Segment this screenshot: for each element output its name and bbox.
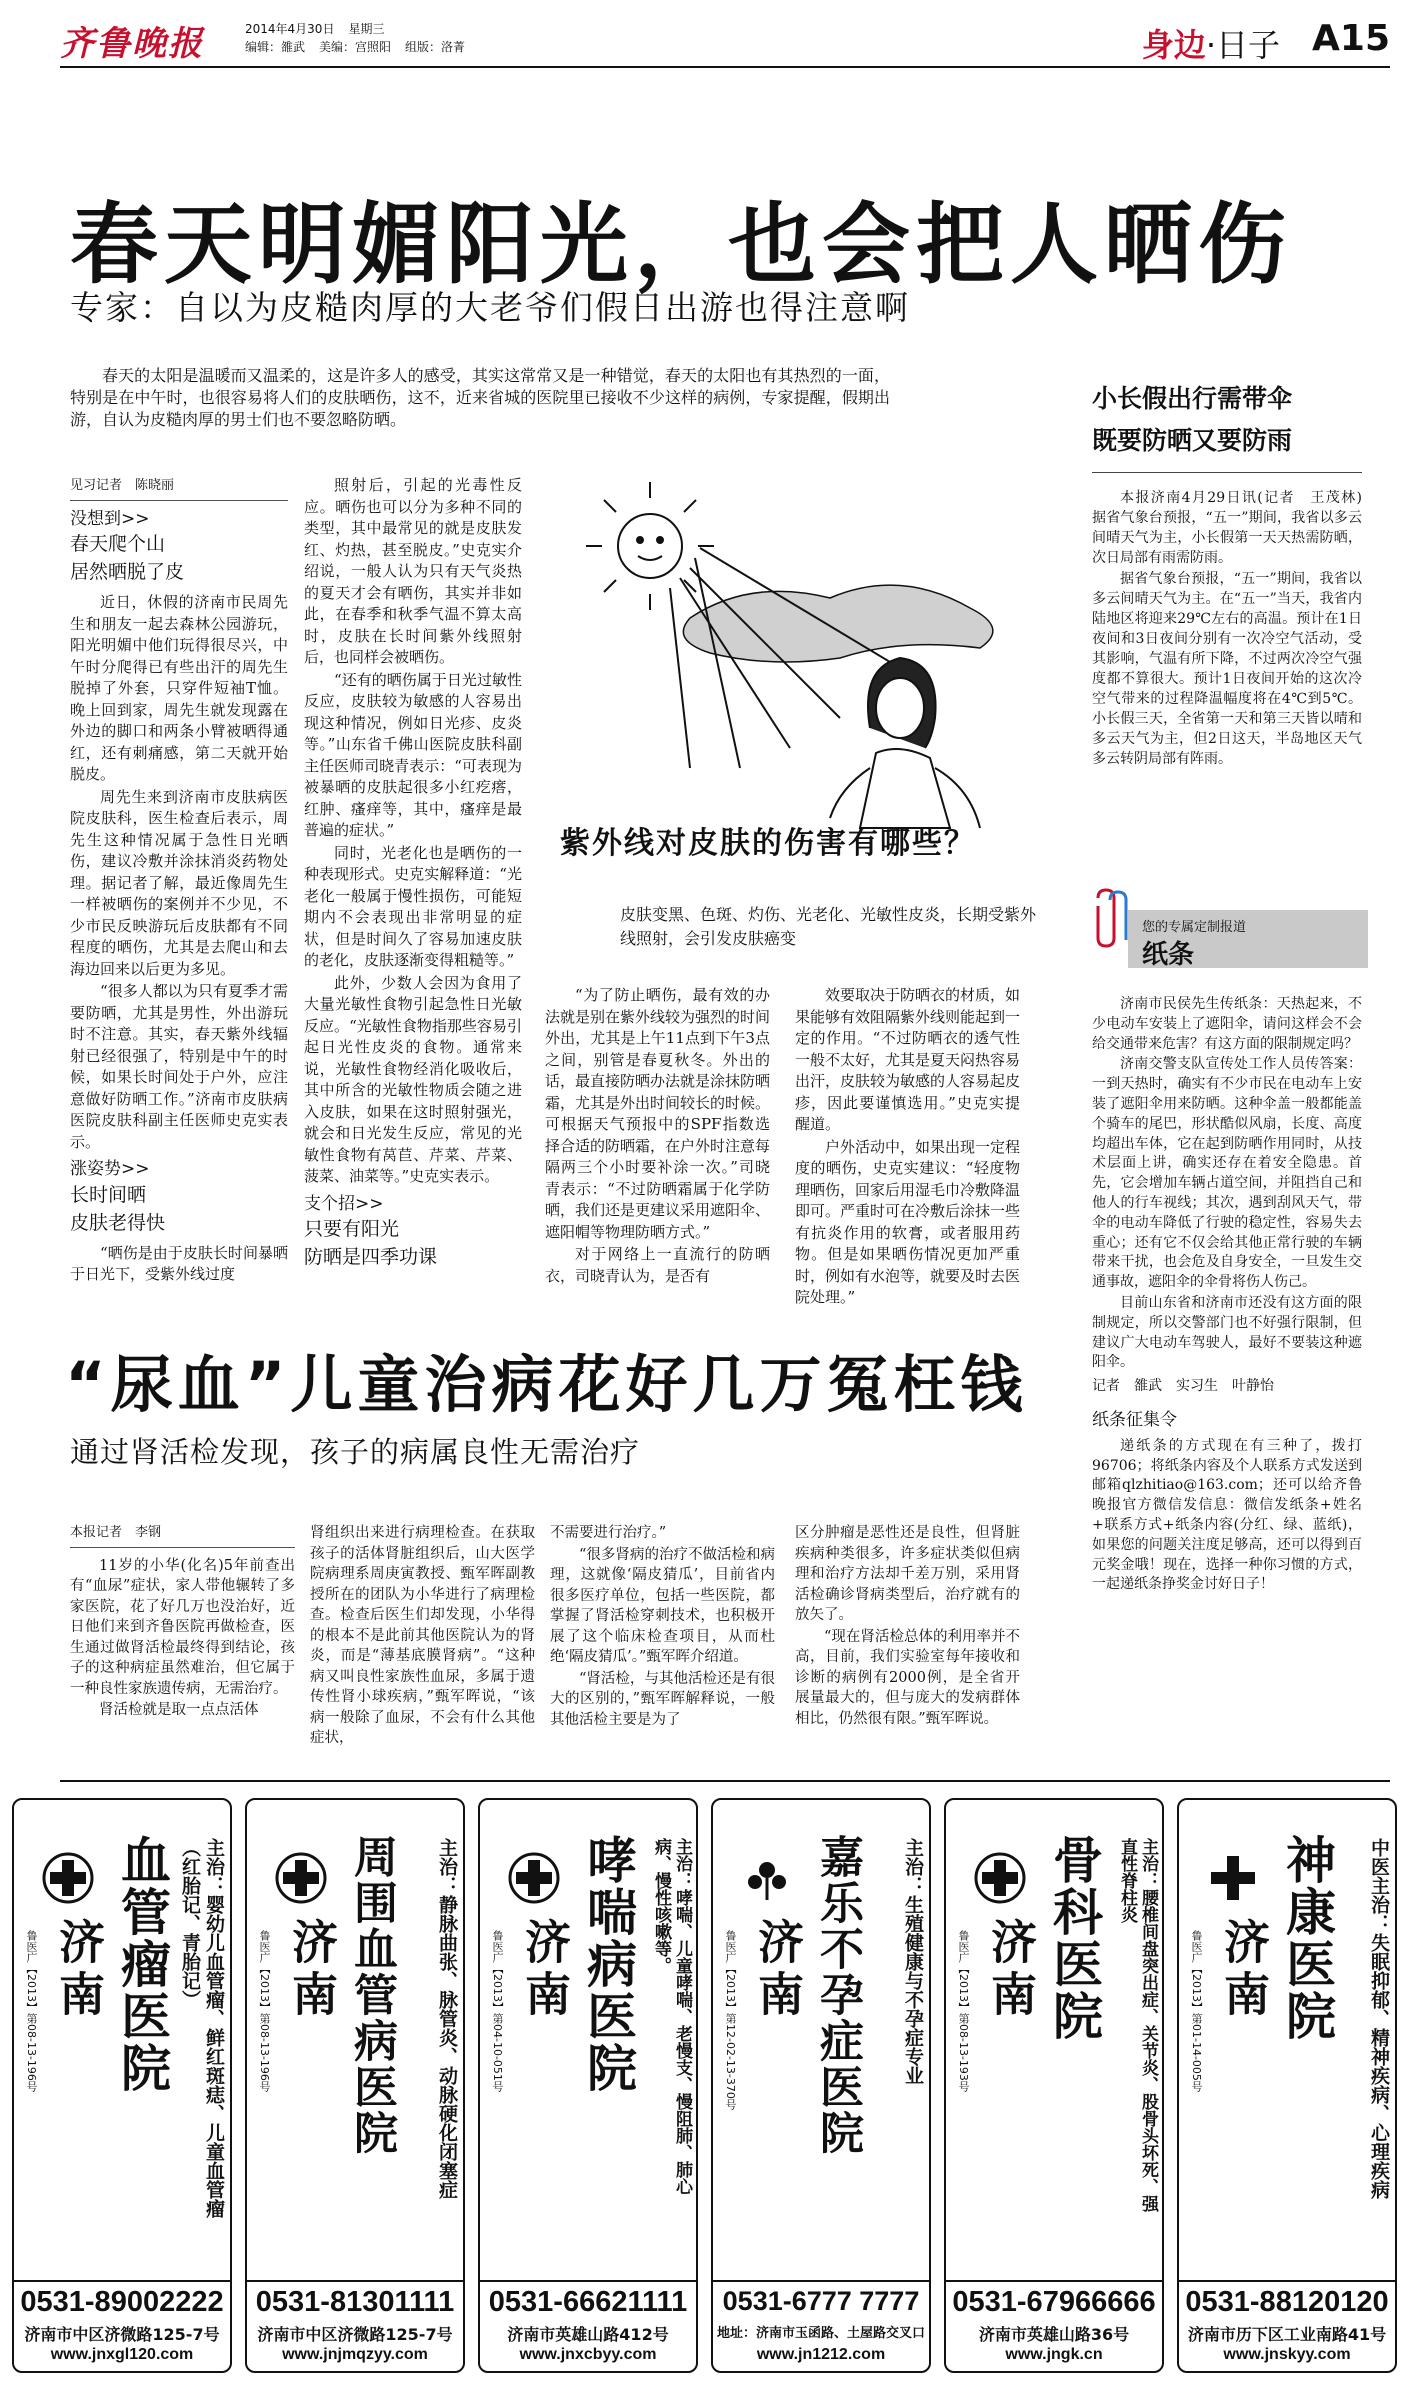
story2-byline: 本报记者 李钢	[70, 1523, 295, 1548]
zhitiao-tag	[1080, 888, 1380, 988]
ad-website[interactable]: www.jnjmqzyy.com	[282, 2346, 428, 2363]
ad-phone[interactable]: 0531-67966666	[946, 2280, 1162, 2319]
main-column-2	[304, 475, 522, 1277]
ad-city: 济南	[1217, 1918, 1271, 2022]
ad-website[interactable]: www.jnxgl120.com	[50, 2346, 194, 2363]
subhead-3-line1: 只要有阳光	[304, 1218, 400, 1240]
paragraph: 本报济南4月29日讯(记者 王茂林) 据省气象台预报，“五一”期间，我省以多云间晴天气为主，小长假第一天天热需防晒，次日局部有雨需防雨。	[1092, 490, 1376, 566]
story2-column-4	[795, 1523, 1020, 1730]
page-number: A15	[1312, 18, 1390, 59]
ad-website[interactable]: www.jnxcbyy.com	[519, 2346, 657, 2363]
zhitiao-big-text: 纸条	[1142, 940, 1195, 970]
ad-phone[interactable]: 0531-6777 7777	[713, 2280, 929, 2317]
ad-website[interactable]: www.jngk.cn	[1005, 2346, 1103, 2363]
ad-city: 济南	[984, 1918, 1038, 2022]
paragraph: “晒伤是由于皮肤长时间暴晒于日光下，受紫外线过度	[70, 1243, 288, 1283]
paragraph: 肾组织出来进行病理检查。在获取孩子的活体肾脏组织后，山大医学院病理系周庚寅教授、甄军晖副教授所在的团队为小华进行了病理检查。检查后医生们却发现，小华得的根本不是此前其他医院认为的肾炎，而是“薄基底膜肾病”。“这种病又叫良性家族性血尿，多属于遗传性肾小球疾病，”甄军晖说，“该病一般除了血尿，不会有什么其他症状，	[310, 1525, 535, 1746]
zhitiao-call-title: 纸条征集令	[1092, 1409, 1177, 1430]
sidebar-headline-line2: 既要防晒又要防雨	[1092, 426, 1293, 455]
ad-specialty: 中医主治：失眠抑郁、精神疾病、心理疾病	[1368, 1838, 1390, 2199]
ad-card[interactable]	[944, 1798, 1164, 2373]
layout-credit: 组版：洛菁	[405, 40, 466, 54]
ad-logo	[42, 1852, 106, 2022]
hospital-cross-icon	[1207, 1852, 1259, 1904]
ad-card[interactable]	[12, 1798, 232, 2373]
paragraph: “还有的晒伤属于日光过敏性反应，皮肤较为敏感的人容易出现这种情况，例如日光疹、皮炎等。”山东省千佛山医院皮肤科副主任医师司晓青表示：“可表现为被暴晒的皮肤起很多小红疙瘩，红肿、瘙痒等，其中，瘙痒是最普遍的症状。”	[304, 670, 522, 839]
subhead-1-kicker: 没想到>>	[70, 508, 150, 529]
woman-figure	[830, 658, 980, 828]
main-headline: 春天明媚阳光，也会把人晒伤	[70, 193, 1293, 296]
ad-hospital-name: 骨科医院	[1045, 1834, 1103, 2042]
cloud-band	[683, 585, 993, 662]
ad-license: 鲁医广【2013】第12-02-13-370号	[724, 1930, 737, 2110]
masthead-rule	[60, 66, 1390, 68]
newspaper-logo: 齐鲁晚报	[60, 24, 204, 64]
subhead-3-kicker: 支个招>>	[304, 1193, 384, 1214]
hospital-cross-icon	[42, 1852, 94, 1904]
paragraph: 据省气象台预报，“五一”期间，我省以多云间晴天气为主。在“五一”当天，我省内陆地区将迎来29℃左右的高温。预计在1日夜间和3日夜间分别有一次冷空气活动，受其影响，气温有所下降，不过两次冷空气强度都不算很大。预计1日夜间开始的这次冷空气带来的过程降温幅度将在4℃到5℃。小长假三天，全省第一天和第三天皆以晴和多云天气为主，但2日这天，半岛地区天气多云转阴局部有阵雨。	[1092, 571, 1362, 767]
ad-card[interactable]	[711, 1798, 931, 2373]
ad-logo	[741, 1852, 805, 2022]
paragraph: 11岁的小华(化名)5年前查出有“血尿”症状，家人带他辗转了多家医院，花了好几万也没治好，近日他们来到齐鲁医院再做检查，医生通过做肾活检最终得到结论，孩子的这种病症虽然难治，但它属于一种良性家族遗传病，无需治疗。	[70, 1557, 295, 1697]
subhead-1-line2: 居然晒脱了皮	[70, 561, 185, 583]
ad-city: 济南	[285, 1918, 339, 2022]
ad-website[interactable]: www.jn1212.com	[756, 2346, 886, 2363]
illustration-title: 紫外线对皮肤的伤害有哪些？	[560, 826, 976, 861]
story2-subheadline: 通过肾活检发现，孩子的病属良性无需治疗	[70, 1435, 641, 1469]
ad-address: 济南市英雄山路36号	[978, 2325, 1130, 2344]
story2-headline: “尿血”儿童治病花好几万冤枉钱	[65, 1348, 1028, 1421]
ad-hospital-name: 血管瘤医院	[113, 1834, 171, 2094]
ad-specialty: 主治：哮喘、儿童哮喘、老慢支、慢阻肺、肺心病、慢性咳嗽等。	[651, 1838, 692, 2195]
illustration-caption: 皮肤变黑、色斑、灼伤、光老化、光敏性皮炎，长期受紫外线照射，会引发皮肤癌变	[620, 905, 1037, 948]
paragraph: “肾活检，与其他活检还是有很大的区别的，”甄军晖解释说，一般其他活检主要是为了	[550, 1670, 775, 1728]
paragraph: “为了防止晒伤，最有效的办法就是别在紫外线较为强烈的时间外出，尤其是上午11点到下午3点之间，别管是春夏秋冬。外出的话，最直接防晒办法就是涂抹防晒霜，尤其是外出时间较长的时候。可根据天气预报中的SPF指数选择合适的防晒霜，在户外时注意每隔两三个小时要补涂一次。”司晓青表示：“不过防晒霜属于化学防晒，我们还是更建议采用遮阳伞、遮阳帽等物理防晒方式。”	[545, 986, 771, 1241]
ad-license: 鲁医广【2013】第08-13-193号	[957, 1930, 970, 2092]
paragraph: “很多肾病的治疗不做活检和病理，这就像‘隔皮猜瓜’，目前省内很多医疗单位，包括一些医院，都掌握了肾活检穿刺技术，也积极开展了这个临床检查项目，从而杜绝‘隔皮猜瓜’。”甄军晖介绍道。	[550, 1546, 775, 1665]
ad-phone[interactable]: 0531-89002222	[14, 2280, 230, 2319]
subhead-2-kicker: 涨姿势>>	[70, 1159, 150, 1179]
ad-address: 济南市中区济微路125-7号	[257, 2325, 453, 2344]
ad-logo	[508, 1852, 572, 2022]
paragraph: 济南市民侯先生传纸条：天热起来，不少电动车安装上了遮阳伞，请问这样会不会给交通带来危害？有这方面的限制规定吗？	[1092, 996, 1362, 1052]
main-column-4	[795, 985, 1020, 1310]
hospital-cross-icon	[508, 1852, 560, 1904]
paragraph: 近日，休假的济南市民周先生和朋友一起去森林公园游玩，阳光明媚中他们玩得很尽兴，中午时分爬得已有些出汗的周先生脱掉了外套，只穿件短袖T恤。晚上回到家，周先生就发现露在外边的脚口和两条小臂被晒得通红，还有刺痛感，第二天就开始脱皮。	[70, 593, 288, 783]
hospital-cross-icon	[275, 1852, 327, 1904]
issue-info	[245, 20, 479, 56]
sidebar-headline-line1: 小长假出行需带伞	[1092, 384, 1293, 413]
section-sub-label: ·日子	[1205, 26, 1280, 64]
ad-logo	[275, 1852, 339, 2022]
subhead-3	[304, 1194, 522, 1272]
hospital-cross-icon	[974, 1852, 1026, 1904]
main-lead: 春天的太阳是温暖而又温柔的，这是许多人的感受，其实这常常又是一种错觉，春天的太阳也有其热烈的一面，特别是在中午时，也很容易将人们的皮肤晒伤，这不，近来省城的医院里已接收不少这样的病例，专家提醒，假期出游，自认为皮糙肉厚的男士们也不要忽略防晒。	[70, 366, 890, 429]
masthead	[60, 14, 1390, 64]
subhead-2	[70, 1159, 288, 1237]
ads-rule	[60, 1780, 1390, 1782]
paragraph: 效要取决于防晒衣的材质，如果能够有效阻隔紫外线则能起到一定的作用。“不过防晒衣的透气性一般不太好，尤其是夏天闷热容易出汗，皮肤较为敏感的人容易起皮疹，因此要谨慎选用。”史克实提醒道。	[795, 986, 1021, 1133]
sun-woman-illustration	[540, 468, 1060, 938]
paragraph: 户外活动中，如果出现一定程度的晒伤，史克实建议：“轻度物理晒伤，回家后用湿毛巾冷敷降温即可。严重时可在冷敷后涂抹一些有抗炎作用的软膏，或者服用药物。但是如果晒伤情况更加严重时，例如有水泡等，就要及时去医院处理。”	[795, 1137, 1021, 1306]
art-credit: 美编：宫照阳	[319, 40, 392, 54]
ad-city: 济南	[751, 1918, 805, 2022]
ad-card[interactable]	[478, 1798, 698, 2373]
editor-credit: 编辑：雒武	[245, 40, 306, 54]
ad-license: 鲁医广【2013】第08-13-196号	[258, 1930, 271, 2092]
issue-date: 2014年4月30日	[245, 22, 335, 36]
section-label: 身边	[1141, 26, 1206, 64]
paragraph: 照射后，引起的光毒性反应。晒伤也可以分为多种不同的类型，其中最常见的就是皮肤发红、灼热，甚至脱皮。”史克实介绍说，一般人认为只有天气炎热的夏天才会有晒伤，其实并非如此，在春季和秋季气温不算太高时，皮肤在长时间紫外线照射后，也同样会被晒伤。	[304, 476, 522, 666]
ad-address: 济南市中区济微路125-7号	[24, 2325, 220, 2344]
paragraph: 递纸条的方式现在有三种了，拨打96706；将纸条内容及个人联系方式发送到邮箱qlzhitiao@163.com；还可以给齐鲁晚报官方微信发信息：微信发纸条+姓名+联系方式+纸条内容(分红、绿、蓝纸)，如果您的问题关注度足够高，还可以得到百元奖金哦！现在，选择一种你习惯的方式，一起递纸条挣奖金讨好日子！	[1092, 1437, 1362, 1593]
story2-column-2	[310, 1523, 535, 1750]
issue-weekday: 星期三	[348, 22, 385, 36]
paragraph: 同时，光老化也是晒伤的一种表现形式。史克实解释道：“光老化一般属于慢性损伤，可能短期内不会表现出非常明显的症状，但是时间久了容易加速皮肤的老化，皮肤逐渐变得粗糙等。”	[304, 843, 522, 969]
subhead-2-line2: 皮肤老得快	[70, 1211, 166, 1234]
ad-card[interactable]	[1177, 1798, 1397, 2373]
subhead-1	[70, 509, 288, 587]
flower-logo-icon	[741, 1852, 793, 1904]
ad-hospital-name: 嘉乐不孕症医院	[812, 1834, 863, 2156]
paragraph: 此外，少数人会因为食用了大量光敏性食物引起急性日光敏反应。“光敏性食物指那些容易引起日光性皮炎的食物。通常来说，光敏性食物经消化吸收后，其中所含的光敏性物质会随之进入皮肤，如果在这时照射强光，就会和日光发生反应，常见的光敏性食物有莴苣、芹菜、芹菜、菠菜、油菜等。”史克实表示。	[304, 973, 522, 1185]
sidebar-divider	[1092, 472, 1362, 473]
paragraph: 周先生来到济南市皮肤病医院皮肤科，医生检查后表示，周先生这种情况属于急性日光晒伤，建议冷敷并涂抹消炎药物处理。据记者了解，最近像周先生一样被晒伤的案例并不少见，不少市民反映游玩后皮肤都有不同程度的晒伤，尤其是去爬山和去海边回来以后更为多见。	[70, 787, 288, 978]
ad-phone[interactable]: 0531-88120120	[1179, 2280, 1395, 2319]
story2-column-1	[70, 1523, 295, 1722]
ad-license: 鲁医广【2013】第04-10-051号	[491, 1930, 504, 2092]
ad-address: 济南市历下区工业南路41号	[1187, 2325, 1387, 2344]
ad-city: 济南	[52, 1918, 106, 2022]
sidebar-headline	[1092, 378, 1362, 462]
zhitiao-credit: 记者 雒武 实习生 叶静怡	[1092, 1378, 1274, 1395]
ad-specialty: 主治：腰椎间盘突出症、关节炎、股骨头坏死、强直性脊柱炎	[1117, 1838, 1158, 2212]
main-column-3	[545, 985, 770, 1288]
subhead-3-line2: 防晒是四季功课	[304, 1246, 438, 1268]
ad-license: 鲁医广【2013】第08-13-196号	[25, 1930, 38, 2092]
ad-address: 地址：济南市玉函路、土屋路交叉口	[716, 2326, 925, 2341]
zhitiao-small-text: 您的专属定制报道	[1142, 920, 1247, 935]
ad-hospital-name: 神康医院	[1278, 1834, 1336, 2042]
main-column-1	[70, 475, 288, 1287]
sun-icon	[586, 482, 714, 610]
zhitiao-story	[1092, 995, 1362, 1596]
section-name	[1142, 20, 1280, 66]
ad-city: 济南	[518, 1918, 572, 2022]
paragraph: “现在肾活检总体的利用率并不高，目前，我们实验室每年接收和诊断的病例有2000例，是全省开展量最大的，但与庞大的发病群体相比，仍然很有限。”甄军晖说。	[795, 1628, 1020, 1727]
story2-column-3	[550, 1523, 775, 1731]
ad-phone[interactable]: 0531-66621111	[480, 2280, 696, 2319]
paragraph: 济南交警支队宣传处工作人员传答案：一到天热时，确实有不少市民在电动车上安装了遮阳伞用来防晒。这种伞盖一般都能盖个骑车的尾巴，形状酷似风扇，长度、高度均超出车体，它在起到防晒作用同时，从技术层面上讲，确实还存在着安全隐患。首先，它会增加车辆占道空间，并阻挡自己和他人的行车视线；其次，遇到刮风天气，带伞的电动车降低了行驶的稳定性，容易失去重心；还有它不仅会给其他正常行驶的车辆带来干扰，也会危及自身安全，一旦发生交通事故，遮阳伞的伞骨将伤人伤己。	[1092, 1056, 1362, 1291]
ad-website[interactable]: www.jnskyy.com	[1223, 2346, 1351, 2363]
paragraph: 区分肿瘤是恶性还是良性，但肾脏疾病种类很多，许多症状类似但病理和治疗方法却千差万别，采用肾活检确诊肾病类型后，治疗就有的放矢了。	[795, 1525, 1020, 1623]
hospital-ads	[12, 1798, 1397, 2373]
ad-hospital-name: 周围血管病医院	[346, 1834, 397, 2156]
subhead-1-line1: 春天爬个山	[70, 533, 166, 555]
sidebar-story	[1092, 488, 1376, 770]
ad-license: 鲁医广【2013】第01-14-005号	[1190, 1930, 1203, 2092]
paragraph: 不需要进行治疗。”	[550, 1525, 667, 1541]
paragraph: 目前山东省和济南市还没有这方面的限制规定，所以交警部门也不好强行限制，但建议广大电动车驾驶人，最好不要装这种遮阳伞。	[1092, 1294, 1362, 1371]
zhitiao-label	[1128, 910, 1368, 968]
subhead-2-line1: 长时间晒	[70, 1183, 147, 1206]
ad-specialty: 主治：生殖健康与不孕症专业	[902, 1838, 924, 2085]
ad-logo	[1207, 1852, 1271, 2022]
ad-hospital-name: 哮喘病医院	[579, 1834, 637, 2094]
paragraph: “很多人都以为只有夏季才需要防晒，尤其是男性，外出游玩时不注意。其实，春天紫外线辐射已经很强了，特别是中午的时候，如果长时间处于户外，应注意做好防晒工作。”济南市皮肤病医院皮肤科副主任医师史克实表示。	[70, 982, 288, 1151]
main-subheadline: 专家：自以为皮糙肉厚的大老爷们假日出游也得注意啊	[70, 288, 910, 327]
paragraph: 对于网络上一直流行的防晒衣，司晓青认为，是否有	[545, 1245, 770, 1285]
ad-phone[interactable]: 0531-81301111	[247, 2280, 463, 2319]
ad-address: 济南市英雄山路412号	[507, 2325, 669, 2344]
main-byline: 见习记者 陈晓丽	[70, 475, 288, 501]
ad-card[interactable]	[245, 1798, 465, 2373]
ad-specialty: 主治：静脉曲张、脉管炎、动脉硬化闭塞症	[436, 1838, 458, 2199]
ad-specialty: 主治：婴幼儿血管瘤、鲜红斑痣、儿童血管瘤（红胎记、青胎记）	[179, 1838, 225, 2218]
ad-logo	[974, 1852, 1038, 2022]
paragraph: 肾活检就是取一点点活体	[99, 1702, 259, 1718]
